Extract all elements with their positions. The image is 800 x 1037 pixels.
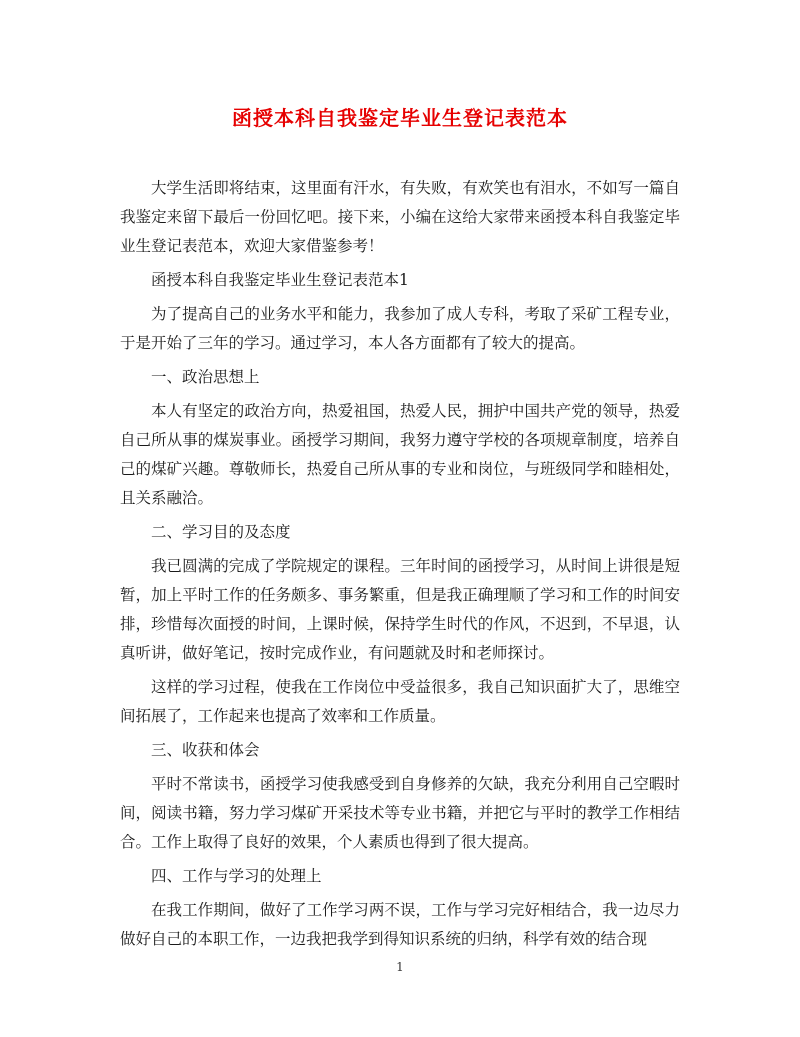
section-heading-work-study: 四、工作与学习的处理上 [151,867,322,885]
body-paragraph: 本人有坚定的政治方向，热爱祖国，热爱人民，拥护中国共产党的领导，热爱自己所从事的煤炭事业。函授学习期间，我努力遵守学校的各项规章制度，培养自己的煤矿兴趣。尊敬师长，热爱自己所从事的专业和岗位，与班级同学和睦相处，且关系融洽。 [120,402,680,507]
sample-heading: 函授本科自我鉴定毕业生登记表范本1 [151,271,409,289]
body-paragraph: 这样的学习过程，使我在工作岗位中受益很多，我自己知识面扩大了，思维空间拓展了，工作起来也提高了效率和工作质量。 [120,678,680,725]
section-heading-politics: 一、政治思想上 [151,368,260,386]
page-number: 1 [396,960,404,974]
document-body [120,174,680,959]
body-paragraph: 为了提高自己的业务水平和能力，我参加了成人专科，考取了采矿工程专业，于是开始了三年的学习。通过学习，本人各方面都有了较大的提高。 [120,305,680,352]
intro-paragraph: 大学生活即将结束，这里面有汗水，有失败，有欢笑也有泪水，不如写一篇自我鉴定来留下最后一份回忆吧。接下来，小编在这给大家带来函授本科自我鉴定毕业生登记表范本，欢迎大家借鉴参考！ [120,179,680,255]
document-title: 函授本科自我鉴定毕业生登记表范本 [232,106,568,130]
body-paragraph: 在我工作期间，做好了工作学习两不误，工作与学习完好相结合，我一边尽力做好自己的本职工作，一边我把我学到得知识系统的归纳，科学有效的结合现 [120,901,680,948]
section-heading-gains: 三、收获和体会 [151,741,260,759]
section-heading-study: 二、学习目的及态度 [151,523,291,541]
body-paragraph: 我已圆满的完成了学院规定的课程。三年时间的函授学习，从时间上讲很是短暂，加上平时工作的任务颇多、事务繁重，但是我正确理顺了学习和工作的时间安排，珍惜每次面授的时间，上课时候，保持学生时代的作风，不迟到，不早退，认真听讲，做好笔记，按时完成作业，有问题就及时和老师探讨。 [120,557,680,662]
body-paragraph: 平时不常读书，函授学习使我感受到自身修养的欠缺，我充分利用自己空暇时间，阅读书籍，努力学习煤矿开采技术等专业书籍，并把它与平时的教学工作相结合。工作上取得了良好的效果，个人素质也得到了很大提高。 [120,775,680,851]
